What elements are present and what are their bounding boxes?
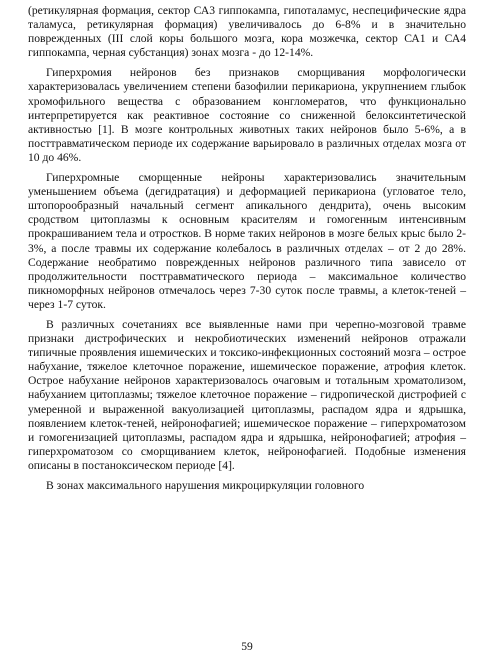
paragraph-hyperchromia: Гиперхромия нейронов без признаков сморщивания морфологически характеризовалась увеличением степени базофилии перикариона, укрупнением глыбок хромофильного вещества с образованием конгломератов, что функционально интерпретируется как реактивное состояние со сниженной белоксинтетической активностью [1]. В мозге контрольных животных таких нейронов было 5-6%, а в посттравматическом периоде их содержание варьировало в различных отделах мозга от 10 до 46%.	[28, 66, 466, 164]
document-page	[28, 4, 466, 655]
paragraph-combinations: В различных сочетаниях все выявленные нами при черепно-мозговой травме признаки дистрофических и некробиотических изменений нейронов отражали типичные проявления ишемических и токсико-инфекционных состояний мозга – острое набухание, тяжелое клеточное поражение, ишемическое поражение, атрофия клеток. Острое набухание нейронов характеризовалось очаговым и тотальным хроматолизом, набуханием цитоплазмы; тяжелое клеточное поражение – гидропической дистрофией с умеренной и выраженной вакуолизацией цитоплазмы, распадом ядра и ядрышка, появлением клеток-теней, нейронофагией; ишемическое поражение – гиперхроматозом и гомогенизацией цитоплазмы, распадом ядра и ядрышка, нейронофагией; атрофия – гиперхроматозом со сморщиванием клеток, нейронофагией. Подобные изменения описаны в постаноксическом периоде [4].	[28, 317, 466, 472]
paragraph-continuation: (ретикулярная формация, сектор СА3 гиппокампа, гипоталамус, неспецифические ядра таламуса, ретикулярная формация) увеличивалось до 6-8% и в значительно поврежденных (III слой коры большого мозга, кора мозжечка, сектор СА1 и СА4 гиппокампа, черная субстанция) зонах мозга - до 12-14%.	[28, 4, 466, 60]
paragraph-microcirculation: В зонах максимального нарушения микроциркуляции головного	[46, 479, 365, 492]
paragraph-shrunken-neurons: Гиперхромные сморщенные нейроны характеризовались значительным уменьшением объема (дегидратация) и деформацией перикариона (угловатое тело, штопорообразный начальный сегмент апикального дендрита), очень высоким сродством цитоплазмы к основным красителям и гомогенным интенсивным прокрашиванием тела и отростков. В норме таких нейронов в мозге белых крыс было 2-3%, а после травмы их содержание колебалось в различных отделах – от 2 до 28%. Содержание необратимо поврежденных нейронов различного типа зависело от продолжительности посттравматического периода – максимальное количество пикноморфных нейронов отмечалось через 7-30 суток после травмы, а клеток-теней – через 1-7 суток.	[28, 171, 466, 311]
page-number: 59	[241, 640, 253, 653]
